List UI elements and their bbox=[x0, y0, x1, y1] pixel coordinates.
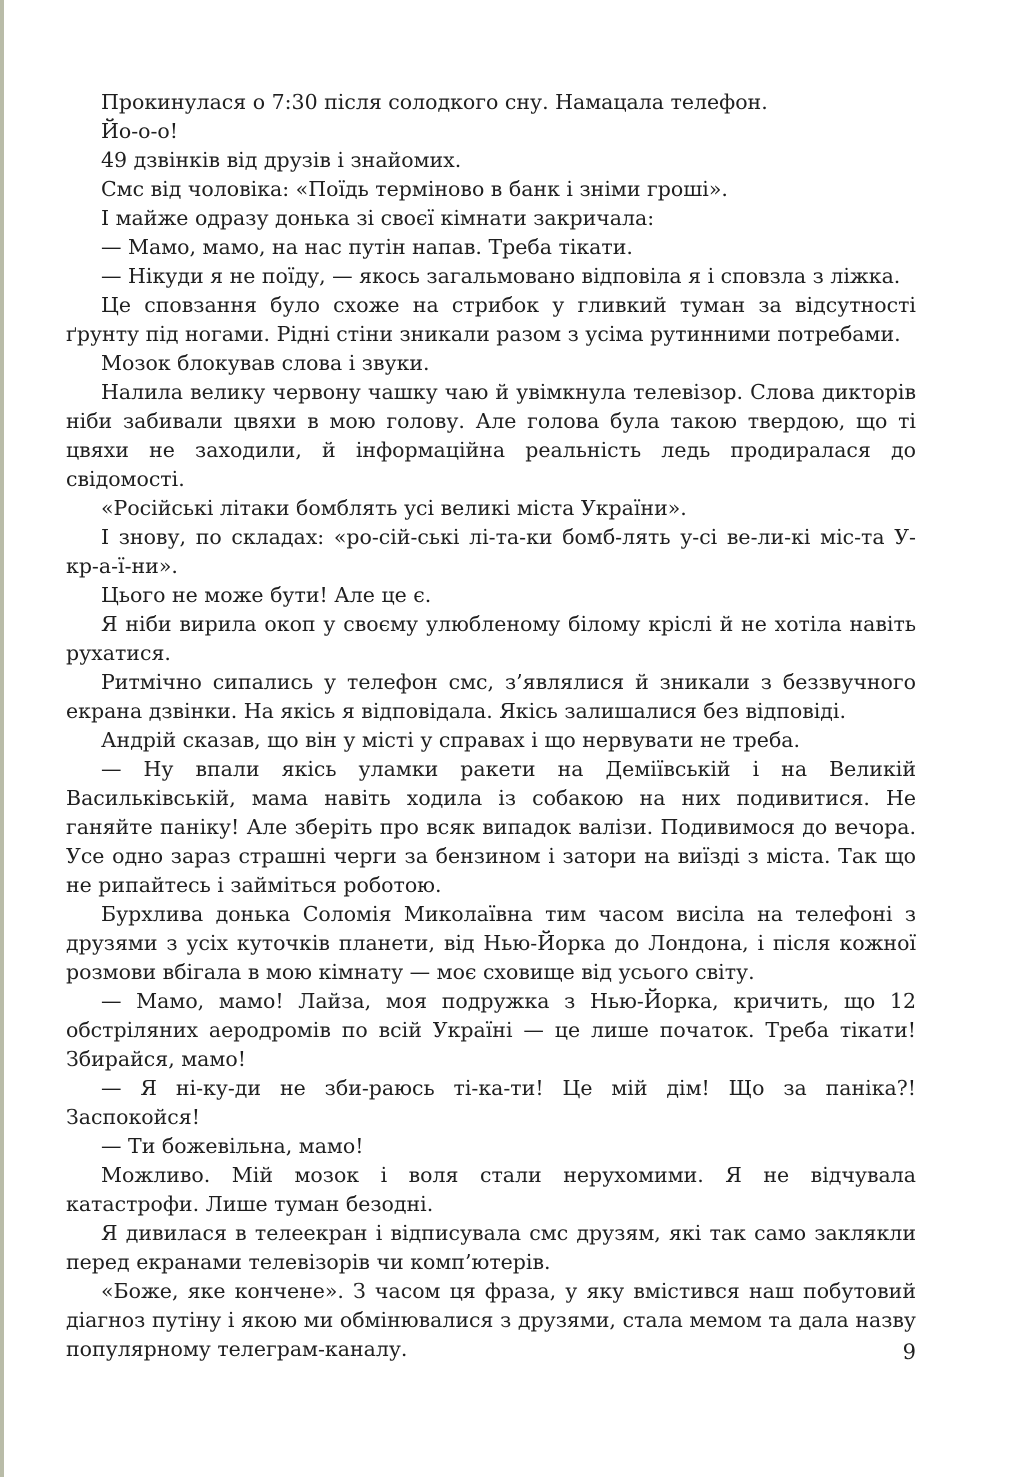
paragraph: І майже одразу донька зі своєї кімнати закричала: bbox=[101, 206, 655, 230]
paragraph: І знову, по складах: «ро-сій-ські лі-та-ки бомб-лять у-сі ве-ли-кі міс-та У-кр-а-ї-ни». bbox=[66, 525, 916, 578]
paragraph: — Ну впали якісь уламки ракети на Деміївській і на Великій Васильківській, мама навіть ходила із собакою на них подивитися. Не ганяйте паніку! Але зберіть про всяк випадок валізи. Подивимося до вечора. Усе одно зараз страшні черги за бензином і затори на виїзді з міста. Так що не рипайтесь і займіться роботою. bbox=[66, 757, 916, 897]
paragraph: Цього не може бути! Але це є. bbox=[101, 583, 432, 607]
paragraph: Можливо. Мій мозок і воля стали нерухомими. Я не відчувала катастрофи. Лише туман безодні. bbox=[66, 1163, 916, 1216]
paragraph: Це сповзання було схоже на стрибок у гливкий туман за відсутності ґрунту під ногами. Рідні стіни зникали разом з усіма рутинними потребами. bbox=[66, 293, 916, 346]
paragraph: Я ніби вирила окоп у своєму улюбленому білому кріслі й не хотіла навіть рухатися. bbox=[66, 612, 916, 665]
paragraph: Бурхлива донька Соломія Миколаївна тим часом висіла на телефоні з друзями з усіх куточків планети, від Нью-Йорка до Лондона, і після кожної розмови вбігала в мою кімнату — моє сховище від усього світу. bbox=[66, 902, 916, 984]
paragraph: «Російські літаки бомблять усі великі міста України». bbox=[101, 496, 687, 520]
paragraph: — Нікуди я не поїду, — якось загальмовано відповіла я і сповзла з ліжка. bbox=[101, 264, 901, 288]
paragraph: — Ти божевільна, мамо! bbox=[101, 1134, 364, 1158]
paragraph: Смс від чоловіка: «Поїдь терміново в банк і зніми гроші». bbox=[101, 177, 728, 201]
book-page bbox=[66, 0, 916, 1477]
paragraph: Налила велику червону чашку чаю й увімкнула телевізор. Слова дикторів ніби забивали цвяхи в мою голову. Але голова була такою твердою, що ті цвяхи не заходили, й інформаційна реальність ледь продиралася до свідомості. bbox=[66, 380, 916, 491]
paragraph: — Мамо, мамо! Лайза, моя подружка з Нью-Йорка, кричить, що 12 обстріляних аеродромів по всій Україні — це лише початок. Треба тікати! Збирайся, мамо! bbox=[66, 989, 916, 1071]
paragraph: Прокинулася о 7:30 після солодкого сну. Намацала телефон. bbox=[101, 90, 768, 114]
paragraph: — Мамо, мамо, на нас путін напав. Треба тікати. bbox=[101, 235, 633, 259]
text-body bbox=[66, 88, 916, 1364]
paragraph: Андрій сказав, що він у місті у справах і що нервувати не треба. bbox=[101, 728, 801, 752]
paragraph: Ритмічно сипались у телефон смс, з’являлися й зникали з беззвучного екрана дзвінки. На якісь я відповідала. Якісь залишалися без відповіді. bbox=[66, 670, 916, 723]
paragraph: — Я ні-ку-ди не зби-раюсь ті-ка-ти! Це мій дім! Що за паніка?! Заспокойся! bbox=[66, 1076, 916, 1129]
paragraph: «Боже, яке кончене». З часом ця фраза, у яку вмістився наш побутовий діагноз путіну і якою ми обмінювалися з друзями, стала мемом та дала назву популярному телеграм-каналу. bbox=[66, 1279, 916, 1361]
page-edge bbox=[0, 0, 4, 1477]
paragraph: Мозок блокував слова і звуки. bbox=[101, 351, 430, 375]
paragraph: 49 дзвінків від друзів і знайомих. bbox=[101, 148, 462, 172]
page-number: 9 bbox=[902, 1340, 916, 1364]
paragraph: Я дивилася в телеекран і відписувала смс друзям, які так само заклякли перед екранами телевізорів чи комп’ютерів. bbox=[66, 1221, 916, 1274]
paragraph: Йо-о-о! bbox=[101, 119, 178, 143]
